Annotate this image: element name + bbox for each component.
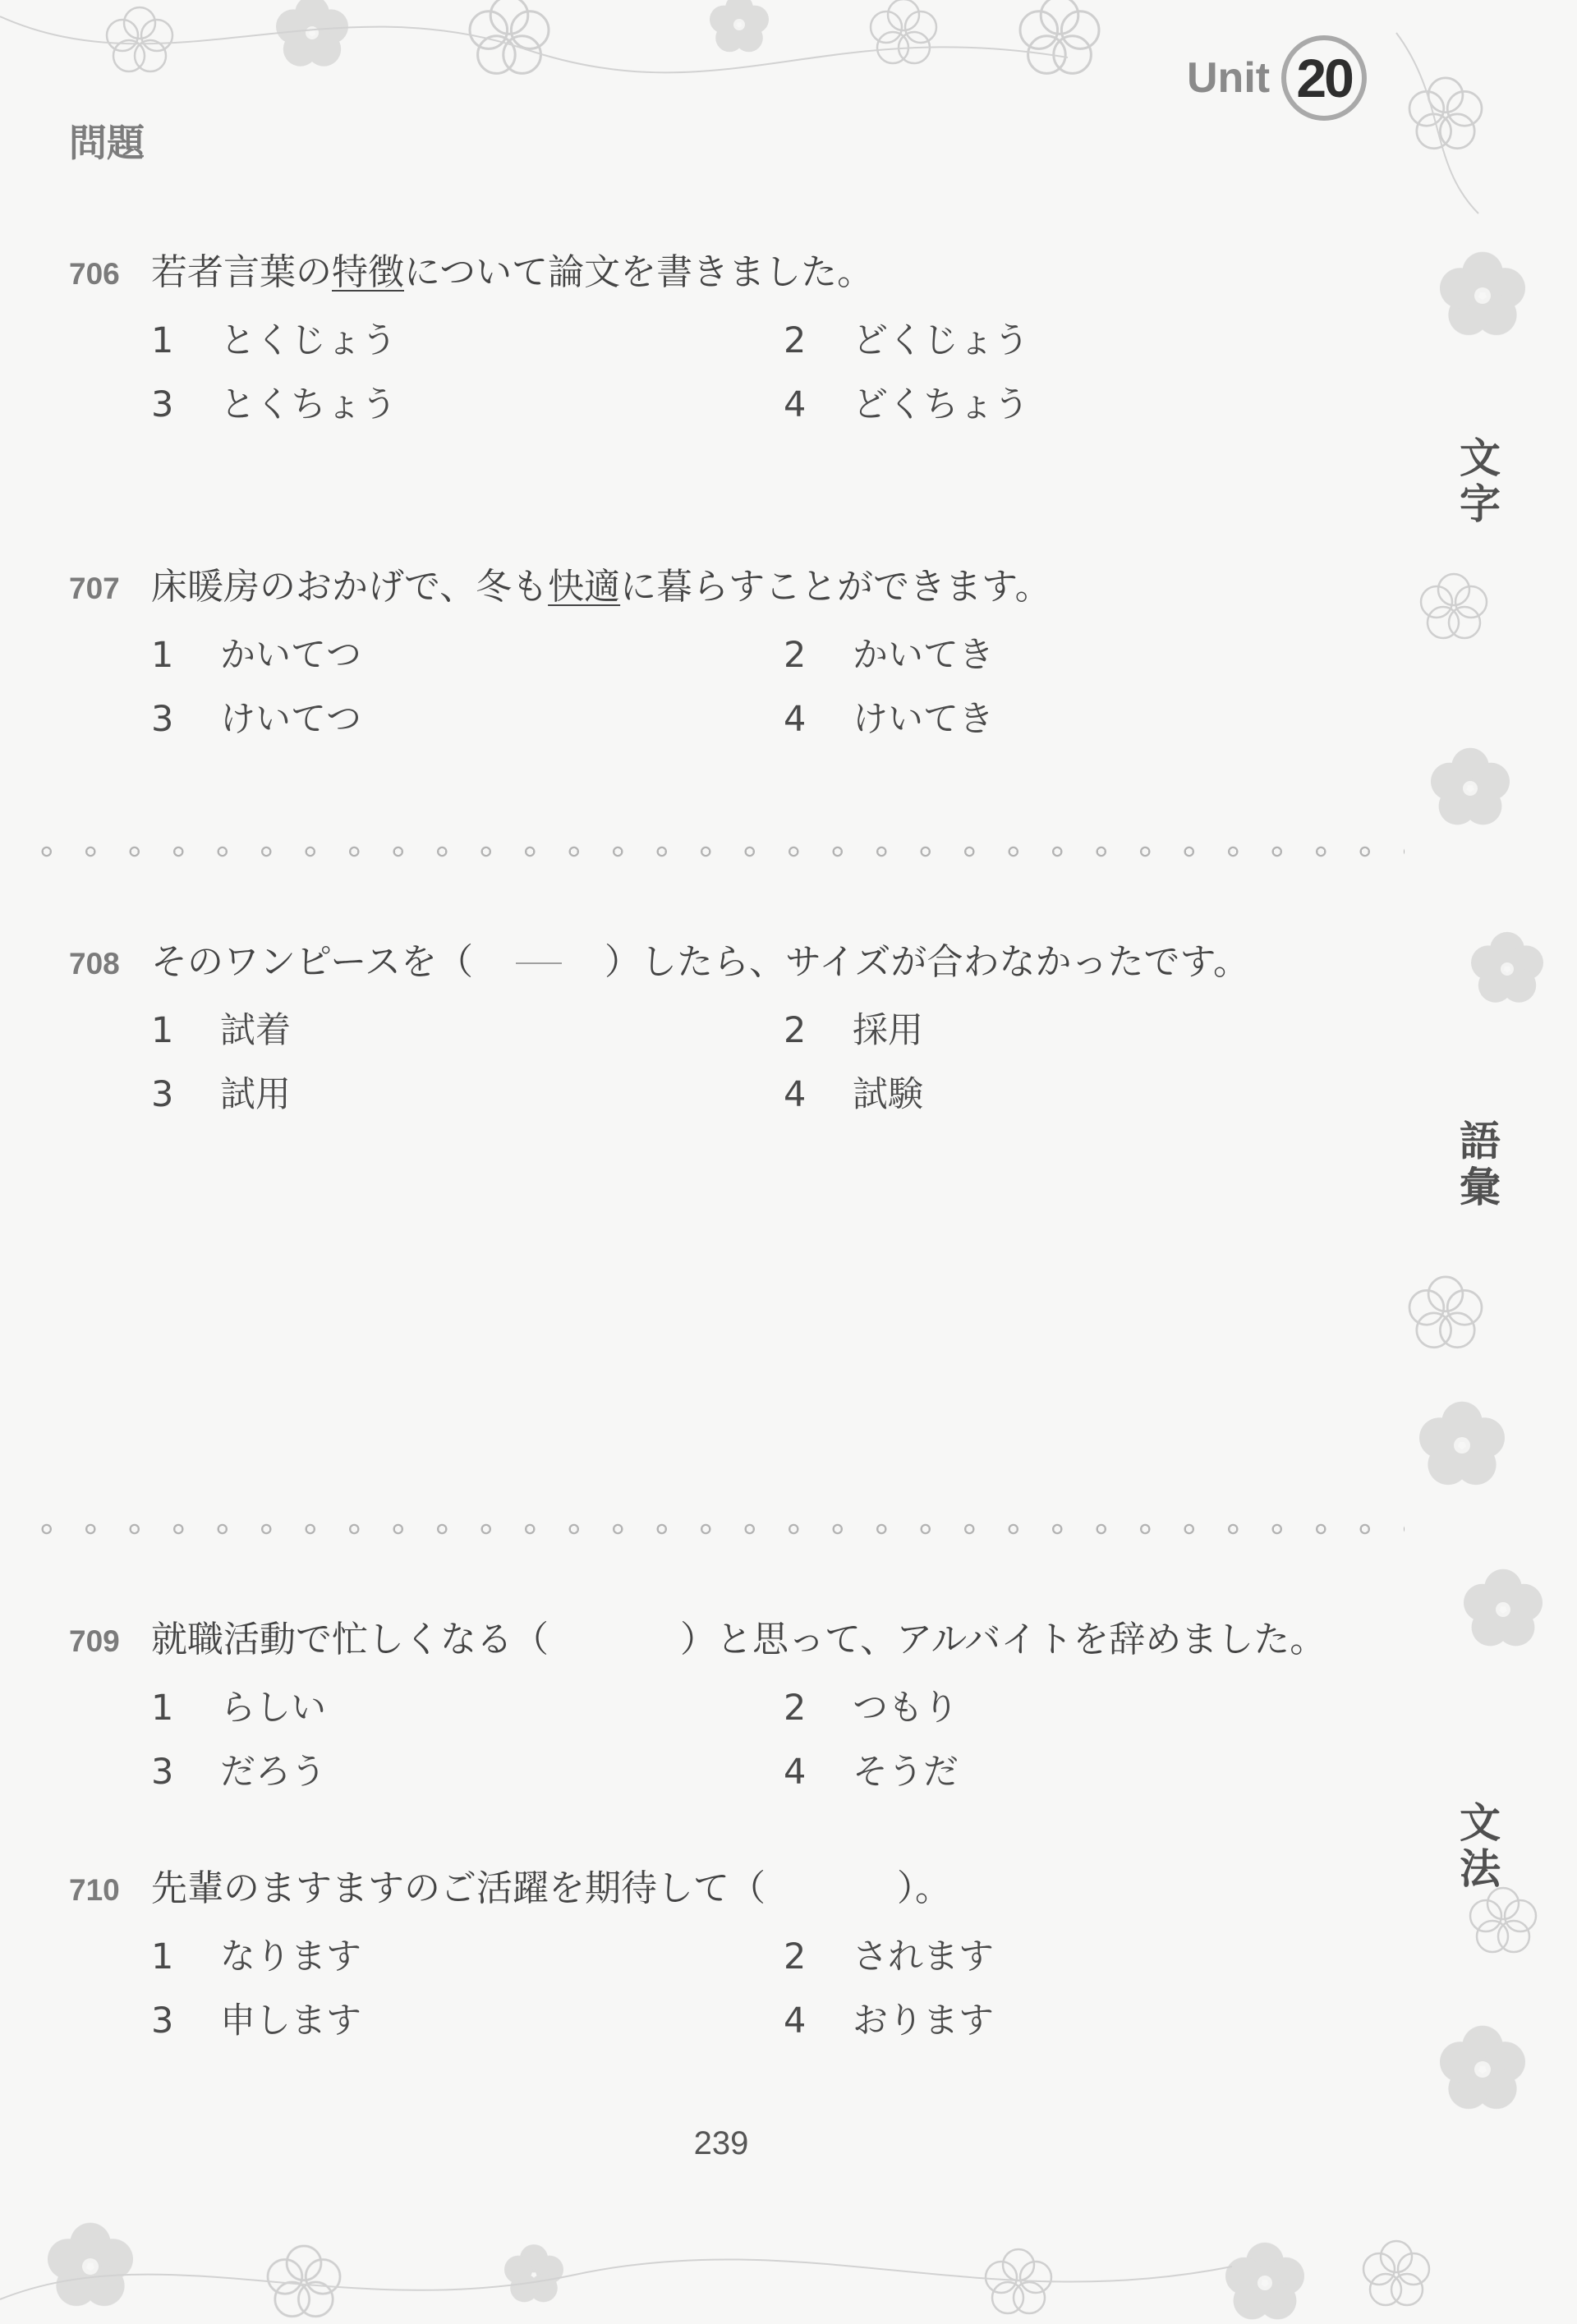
answer-option[interactable] bbox=[151, 1993, 784, 2042]
unit-number-badge: 20 bbox=[1281, 35, 1367, 121]
side-tab-char: 彙 bbox=[1460, 1164, 1501, 1211]
question-text-before: そのワンピースを（ bbox=[151, 941, 474, 983]
answer-option[interactable] bbox=[784, 1003, 1359, 1051]
option-number: 3 bbox=[151, 1074, 174, 1115]
option-number: 3 bbox=[151, 2000, 174, 2042]
answer-option[interactable] bbox=[784, 1744, 1359, 1793]
answer-option[interactable] bbox=[784, 1993, 1359, 2042]
answer-option[interactable] bbox=[784, 691, 1359, 740]
option-number: 1 bbox=[151, 635, 174, 676]
answer-options bbox=[151, 1003, 1383, 1115]
option-text: そうだ bbox=[853, 1752, 959, 1793]
option-number: 3 bbox=[151, 699, 174, 740]
option-number: 4 bbox=[784, 384, 807, 425]
question-text-before: 就職活動で忙しくなる（ bbox=[151, 1619, 549, 1660]
option-number: 2 bbox=[784, 1688, 807, 1729]
question-text-before: 床暖房のおかげで、冬も bbox=[151, 566, 549, 608]
option-number: 3 bbox=[151, 1752, 174, 1793]
option-number: 2 bbox=[784, 320, 807, 361]
answer-option[interactable] bbox=[784, 1067, 1359, 1115]
question-number: 706 bbox=[69, 257, 120, 291]
side-tab-char: 文 bbox=[1460, 434, 1501, 482]
option-text: どくじょう bbox=[853, 320, 1029, 361]
option-number: 2 bbox=[784, 635, 807, 676]
answer-option[interactable] bbox=[784, 313, 1359, 361]
option-number: 4 bbox=[784, 2000, 807, 2042]
question-number: 707 bbox=[69, 572, 120, 605]
side-tab-char: 法 bbox=[1460, 1845, 1501, 1893]
underlined-word: 快適 bbox=[548, 566, 621, 608]
answer-options bbox=[151, 627, 1383, 740]
side-tab-char: 語 bbox=[1460, 1118, 1501, 1165]
answer-option[interactable] bbox=[784, 1929, 1359, 1977]
option-number: 2 bbox=[784, 1010, 807, 1051]
option-text: 試着 bbox=[220, 1010, 291, 1051]
question-text-before: 若者言葉の bbox=[151, 251, 332, 293]
option-text: とくちょう bbox=[220, 384, 397, 425]
answer-option[interactable] bbox=[151, 313, 784, 361]
side-tab-char: 文 bbox=[1460, 1799, 1501, 1847]
unit-label: Unit bbox=[1187, 54, 1271, 102]
option-number: 2 bbox=[784, 1936, 807, 1977]
question-709 bbox=[69, 1610, 1383, 1793]
option-text: とくじょう bbox=[220, 320, 397, 361]
side-tab-moji bbox=[1455, 435, 1505, 527]
option-text: 申します bbox=[220, 2000, 361, 2042]
question-text-before: 先輩のますますのご活躍を期待して（ bbox=[151, 1867, 766, 1909]
option-text: 試用 bbox=[220, 1074, 291, 1115]
option-text: かいてき bbox=[853, 635, 994, 676]
answer-option[interactable] bbox=[151, 1003, 784, 1051]
option-text: なります bbox=[220, 1936, 361, 1977]
dotted-divider bbox=[25, 846, 1405, 857]
answer-option[interactable] bbox=[151, 1744, 784, 1793]
question-text bbox=[69, 1610, 1383, 1667]
page-number: 239 bbox=[693, 2125, 749, 2161]
option-text: かいてつ bbox=[220, 635, 361, 676]
option-number: 4 bbox=[784, 1752, 807, 1793]
answer-option[interactable] bbox=[151, 627, 784, 676]
section-title: 問題 bbox=[69, 121, 145, 165]
unit-indicator bbox=[1187, 33, 1367, 123]
answer-option[interactable] bbox=[784, 627, 1359, 676]
option-number: 1 bbox=[151, 1010, 174, 1051]
option-text: されます bbox=[853, 1936, 994, 1977]
option-text: つもり bbox=[853, 1688, 959, 1729]
option-text: 試験 bbox=[853, 1074, 923, 1115]
answer-option[interactable] bbox=[784, 1680, 1359, 1729]
question-706 bbox=[69, 242, 1383, 425]
answer-option[interactable] bbox=[151, 377, 784, 425]
option-text: だろう bbox=[220, 1752, 326, 1793]
answer-options bbox=[151, 313, 1383, 425]
option-text: どくちょう bbox=[853, 384, 1029, 425]
question-text bbox=[69, 1858, 1383, 1916]
option-text: 採用 bbox=[853, 1010, 923, 1051]
answer-option[interactable] bbox=[151, 1067, 784, 1115]
side-tab-bunpou bbox=[1455, 1800, 1505, 1892]
question-707 bbox=[69, 557, 1383, 740]
question-text-after: ）したら、サイズが合わなかったです。 bbox=[605, 941, 1250, 983]
option-number: 4 bbox=[784, 1074, 807, 1115]
question-number: 709 bbox=[69, 1624, 120, 1658]
option-number: 3 bbox=[151, 384, 174, 425]
answer-option[interactable] bbox=[784, 377, 1359, 425]
question-text-after: ）と思って、アルバイトを辞めました。 bbox=[680, 1619, 1326, 1660]
question-number: 708 bbox=[69, 947, 120, 981]
question-710 bbox=[69, 1858, 1383, 2042]
question-text bbox=[69, 557, 1383, 614]
side-tab-char: 字 bbox=[1460, 480, 1501, 528]
answer-options bbox=[151, 1929, 1383, 2042]
option-text: らしい bbox=[220, 1688, 326, 1729]
option-text: けいてつ bbox=[220, 699, 361, 740]
answer-option[interactable] bbox=[151, 1929, 784, 1977]
answer-option[interactable] bbox=[151, 1680, 784, 1729]
question-number: 710 bbox=[69, 1873, 120, 1907]
option-number: 4 bbox=[784, 699, 807, 740]
dotted-divider bbox=[25, 1523, 1405, 1535]
question-708 bbox=[69, 932, 1383, 1115]
option-number: 1 bbox=[151, 1936, 174, 1977]
answer-option[interactable] bbox=[151, 691, 784, 740]
question-text bbox=[69, 932, 1383, 990]
option-number: 1 bbox=[151, 1688, 174, 1729]
underlined-word: 特徴 bbox=[332, 251, 404, 293]
question-text bbox=[69, 242, 1383, 300]
option-number: 1 bbox=[151, 320, 174, 361]
option-text: けいてき bbox=[853, 699, 994, 740]
option-text: おります bbox=[853, 2000, 994, 2042]
answer-options bbox=[151, 1680, 1383, 1793]
question-text-after: に暮らすことができます。 bbox=[620, 566, 1051, 608]
side-tab-goi bbox=[1455, 1118, 1505, 1210]
question-text-after: について論文を書きました。 bbox=[404, 251, 874, 293]
question-text-after: ）。 bbox=[897, 1867, 951, 1909]
